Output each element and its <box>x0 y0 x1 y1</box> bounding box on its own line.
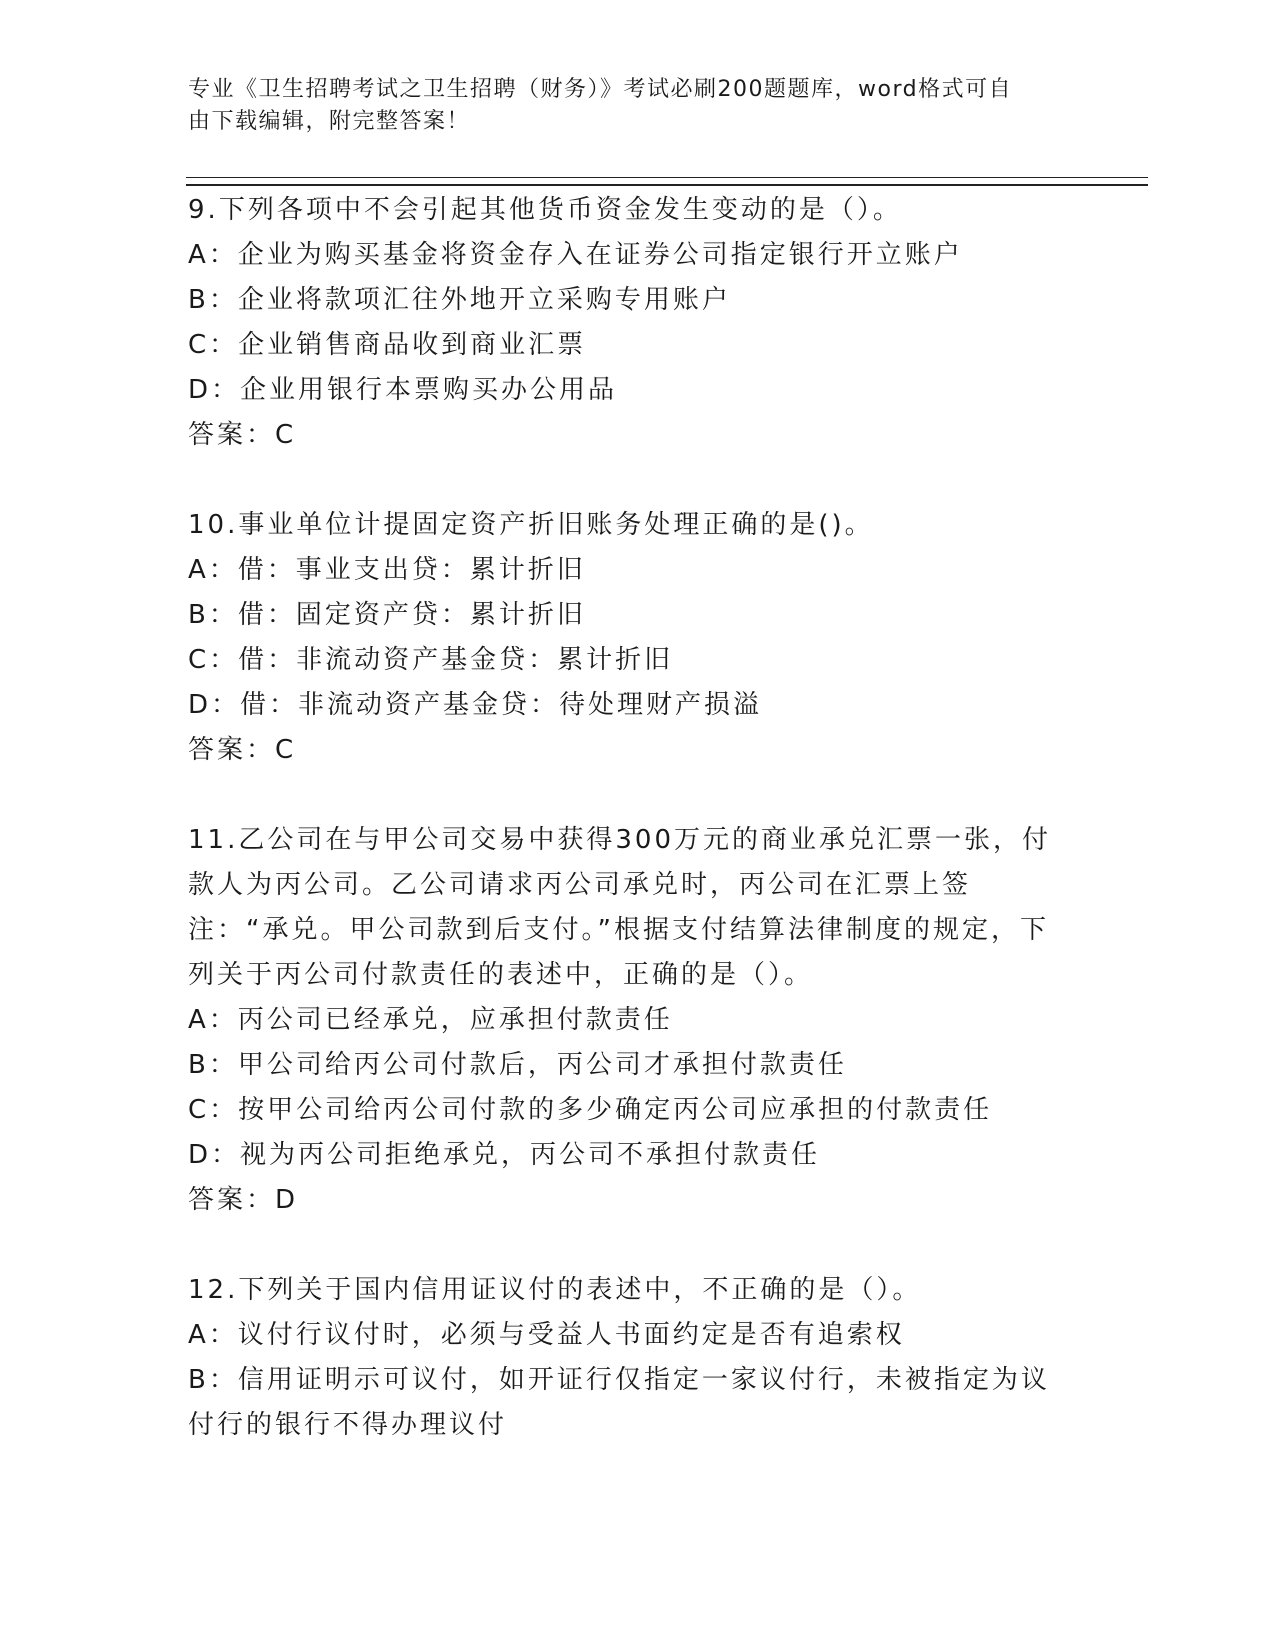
question-11 <box>188 818 1068 1223</box>
option-d: D：企业用银行本票购买办公用品 <box>188 375 618 405</box>
option-c: C：企业销售商品收到商业汇票 <box>188 330 587 360</box>
question-9 <box>188 188 1068 458</box>
option-b: B：甲公司给丙公司付款后，丙公司才承担付款责任 <box>188 1050 847 1080</box>
option-d: D：借：非流动资产基金贷：待处理财产损溢 <box>188 690 763 720</box>
question-number: 9. <box>188 195 219 225</box>
question-text <box>188 188 1068 233</box>
question-number: 11. <box>188 825 239 855</box>
header-line-2: 由下载编辑，附完整答案！ <box>188 109 471 134</box>
question-stem: 下列关于国内信用证议付的表述中，不正确的是（）。 <box>238 1275 922 1305</box>
option-c: C：借：非流动资产基金贷：累计折旧 <box>188 645 674 675</box>
question-list <box>188 188 1068 1493</box>
question-10 <box>188 503 1068 773</box>
header-divider <box>186 177 1148 186</box>
option-a: A：借：事业支出贷：累计折旧 <box>188 555 586 585</box>
answer: 答案：C <box>188 420 297 450</box>
header-line-1: 专业《卫生招聘考试之卫生招聘（财务）》考试必刷200题题库，word格式可自 <box>188 77 1013 102</box>
option-c: C：按甲公司给丙公司付款的多少确定丙公司应承担的付款责任 <box>188 1095 993 1125</box>
question-text <box>188 818 1068 998</box>
option-a: A：丙公司已经承兑，应承担付款责任 <box>188 1005 673 1035</box>
option-b: B：信用证明示可议付，如开证行仅指定一家议付行，未被指定为议付行的银行不得办理议付 <box>188 1365 1050 1440</box>
question-text <box>188 1268 1068 1313</box>
option-a: A：企业为购买基金将资金存入在证券公司指定银行开立账户 <box>188 240 963 270</box>
document-header <box>188 74 1068 138</box>
question-number: 10. <box>188 510 239 540</box>
question-stem: 下列各项中不会引起其他货币资金发生变动的是（）。 <box>218 195 902 225</box>
question-number: 12. <box>188 1275 239 1305</box>
question-stem: 事业单位计提固定资产折旧账务处理正确的是()。 <box>238 510 874 540</box>
answer: 答案：D <box>188 1185 299 1215</box>
option-d: D：视为丙公司拒绝承兑，丙公司不承担付款责任 <box>188 1140 821 1170</box>
option-a: A：议付行议付时，必须与受益人书面约定是否有追索权 <box>188 1320 905 1350</box>
option-b: B：借：固定资产贷：累计折旧 <box>188 600 586 630</box>
question-text <box>188 503 1068 548</box>
answer: 答案：C <box>188 735 297 765</box>
question-12 <box>188 1268 1068 1448</box>
option-b: B：企业将款项汇往外地开立采购专用账户 <box>188 285 731 315</box>
question-stem: 乙公司在与甲公司交易中获得300万元的商业承兑汇票一张，付款人为丙公司。乙公司请求丙公司承兑时，丙公司在汇票上签注：“承兑。甲公司款到后支付。”根据支付结算法律制度的规定，下列关于丙公司付款责任的表述中，正确的是（）。 <box>188 825 1051 990</box>
